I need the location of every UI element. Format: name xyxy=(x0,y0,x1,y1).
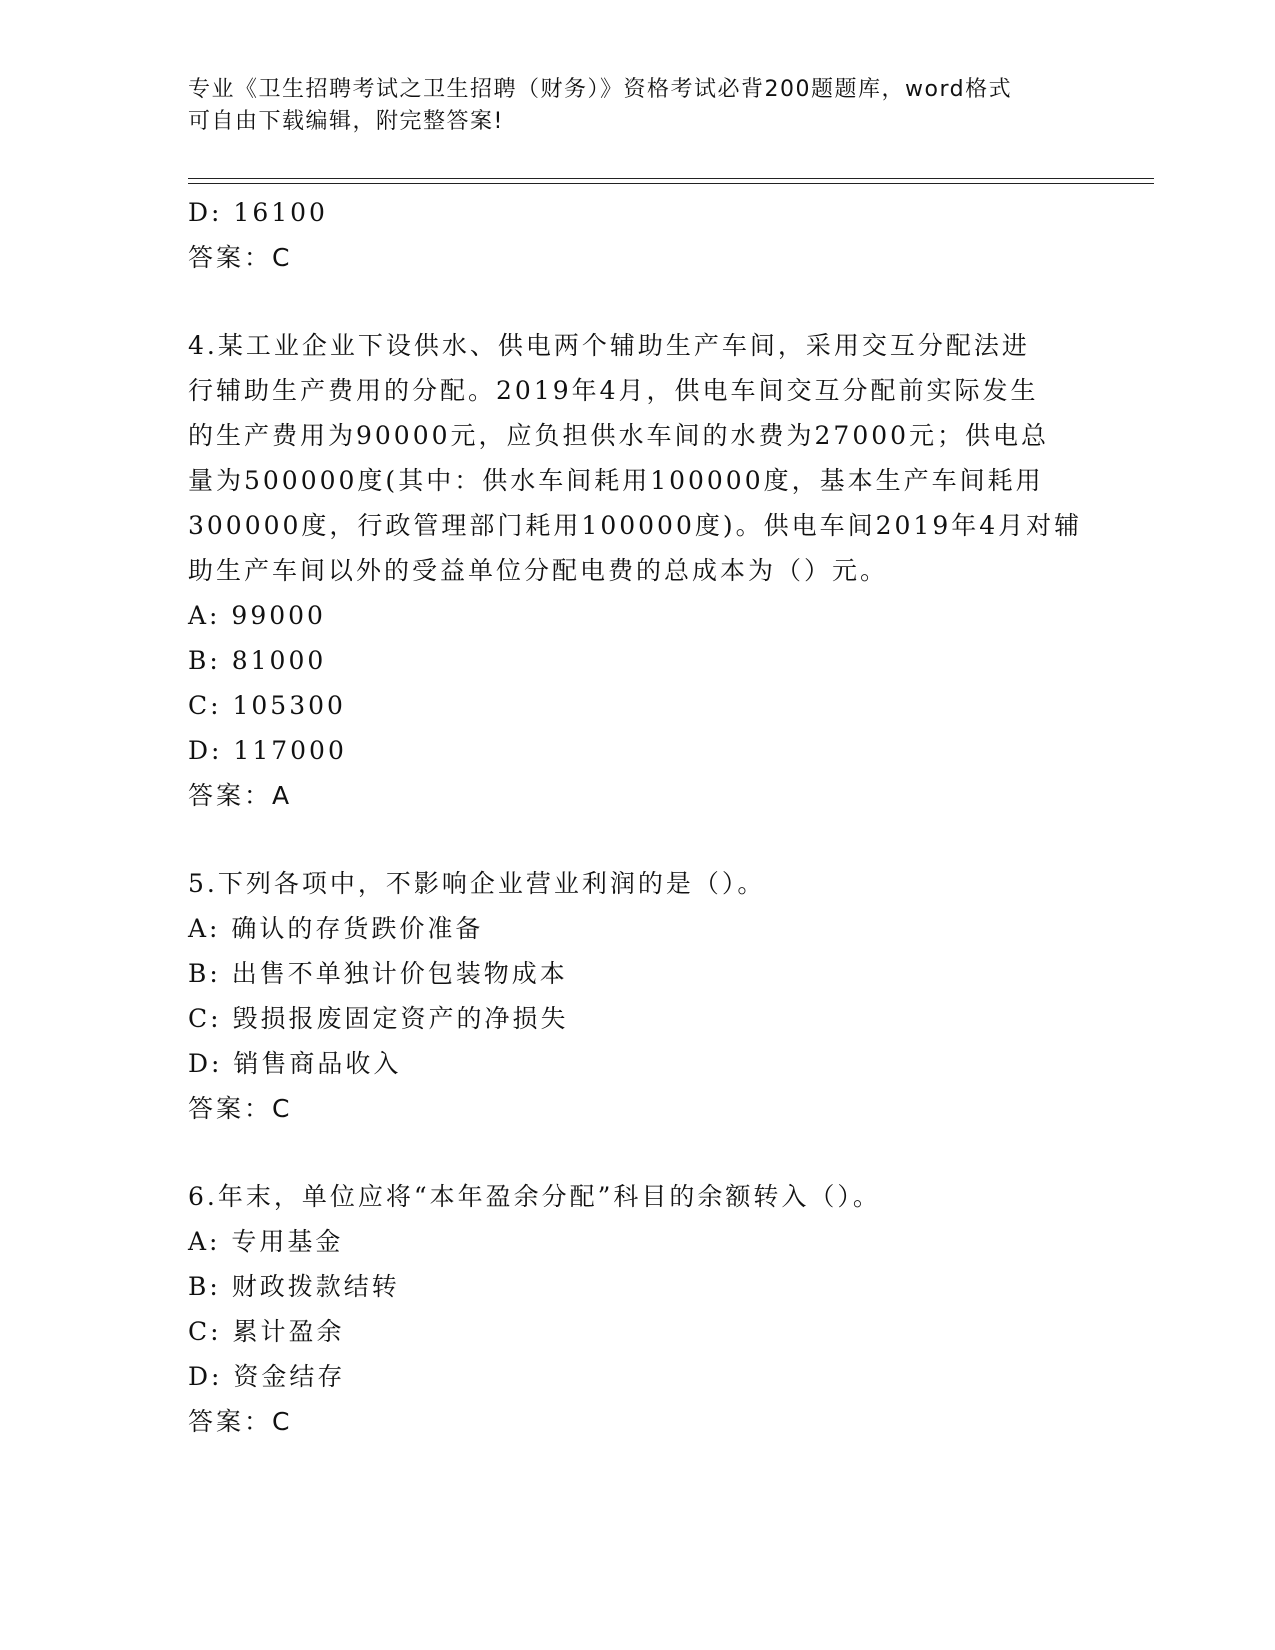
question-option: C: 105300 xyxy=(188,691,346,720)
header-divider-bottom xyxy=(188,183,1154,184)
question-text xyxy=(188,1174,1088,1219)
question-option: C: 毁损报废固定资产的净损失 xyxy=(188,1004,569,1033)
question-text-line: 量为500000度(其中：供水车间耗用100000度，基本生产车间耗用 xyxy=(188,466,1044,495)
question-option: C: 累计盈余 xyxy=(188,1317,345,1346)
question-option: B: 财政拨款结转 xyxy=(188,1272,400,1301)
spacer xyxy=(188,818,1088,861)
question-answer: 答案：A xyxy=(188,781,293,810)
question-option: D: 资金结存 xyxy=(188,1362,346,1391)
question-text-line: 行辅助生产费用的分配。2019年4月，供电车间交互分配前实际发生 xyxy=(188,376,1039,405)
question-text-line: 助生产车间以外的受益单位分配电费的总成本为（）元。 xyxy=(188,556,889,585)
question-option: A: 确认的存货跌价准备 xyxy=(188,914,484,943)
header-title-line-1: 专业《卫生招聘考试之卫生招聘（财务）》资格考试必背200题题库，word格式 xyxy=(188,77,1013,102)
question-option: A: 专用基金 xyxy=(188,1227,344,1256)
question-text-line: 6.年末，单位应将“本年盈余分配”科目的余额转入（）。 xyxy=(188,1182,881,1211)
question-option: A: 99000 xyxy=(188,601,326,630)
question-option: B: 81000 xyxy=(188,646,327,675)
question-block xyxy=(188,1174,1088,1444)
header-title-line-2: 可自由下载编辑，附完整答案! xyxy=(188,109,504,134)
question-text xyxy=(188,861,1088,906)
spacer xyxy=(188,1131,1088,1174)
question-text xyxy=(188,323,1088,593)
spacer xyxy=(188,280,1088,323)
prev-question-answer: 答案：C xyxy=(188,243,293,272)
question-option: B: 出售不单独计价包装物成本 xyxy=(188,959,568,988)
question-option: D: 销售商品收入 xyxy=(188,1049,402,1078)
document-body xyxy=(188,190,1088,1444)
question-option: D: 117000 xyxy=(188,736,347,765)
question-text-line: 300000度，行政管理部门耗用100000度)。供电车间2019年4月对辅 xyxy=(188,511,1083,540)
question-text-line: 的生产费用为90000元，应负担供水车间的水费为27000元；供电总 xyxy=(188,421,1050,450)
question-text-line: 4.某工业企业下设供水、供电两个辅助生产车间，采用交互分配法进 xyxy=(188,331,1030,360)
header-divider-top xyxy=(188,178,1154,179)
question-answer: 答案：C xyxy=(188,1407,293,1436)
question-answer: 答案：C xyxy=(188,1094,293,1123)
question-block xyxy=(188,861,1088,1131)
question-text-line: 5.下列各项中，不影响企业营业利润的是（）。 xyxy=(188,869,766,898)
prev-question-option-d: D: 16100 xyxy=(188,198,328,227)
question-block xyxy=(188,323,1088,818)
document-header xyxy=(188,74,1078,138)
